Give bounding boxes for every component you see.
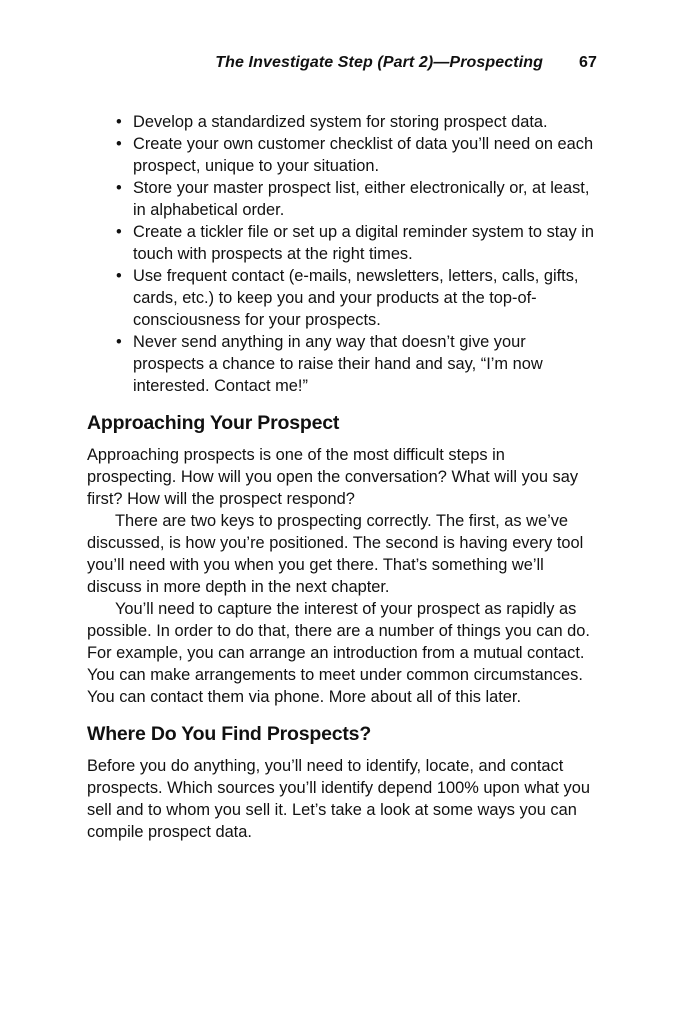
paragraph: There are two keys to prospecting correctly. The first, as we’ve discussed, is how you’re positioned. The second is having every tool you’ll need with you when you get there. That’s something we’ll discuss in more depth in the next chapter. [87, 512, 584, 596]
bullet-icon: • [116, 333, 122, 351]
list-item: • Create a tickler file or set up a digital reminder system to stay in touch with prospects at the right times. [116, 223, 594, 263]
running-title: The Investigate Step (Part 2)—Prospecting [215, 54, 543, 71]
list-item: • Develop a standardized system for storing prospect data. [116, 113, 548, 131]
paragraph: You’ll need to capture the interest of your prospect as rapidly as possible. In order to do that, there are a number of things you can do. For example, you can arrange an introduction from a mutual contact. You can make arrangements to meet under common circumstances. You can contact them via phone. More about all of this later. [87, 600, 590, 706]
list-item: • Store your master prospect list, either electronically or, at least, in alphabetical order. [116, 179, 590, 219]
list-item: • Never send anything in any way that doesn’t give your prospects a chance to raise their hand and say, “I’m now interested. Contact me!” [116, 333, 543, 395]
page-number: 67 [579, 54, 597, 71]
bullet-icon: • [116, 179, 122, 197]
bullet-list [87, 111, 597, 397]
bullet-icon: • [116, 267, 122, 285]
list-item: • Create your own customer checklist of data you’ll need on each prospect, unique to your situation. [116, 135, 594, 175]
paragraph: Before you do anything, you’ll need to identify, locate, and contact prospects. Which sources you’ll identify depend 100% upon what you sell and to whom you sell it. Let’s take a look at some ways you can compile prospect data. [87, 757, 590, 841]
bullet-icon: • [116, 223, 122, 241]
running-header [86, 54, 597, 76]
bullet-icon: • [116, 135, 122, 153]
section-heading-where: Where Do You Find Prospects? [87, 723, 372, 745]
list-item: • Use frequent contact (e-mails, newsletters, letters, calls, gifts, cards, etc.) to keep you and your products at the top-of-consciousness for your prospects. [116, 267, 579, 329]
bullet-icon: • [116, 113, 122, 131]
page-body [87, 111, 597, 843]
section-heading-approaching: Approaching Your Prospect [87, 412, 340, 434]
paragraph: Approaching prospects is one of the most difficult steps in prospecting. How will you open the conversation? What will you say first? How will the prospect respond? [87, 446, 579, 508]
